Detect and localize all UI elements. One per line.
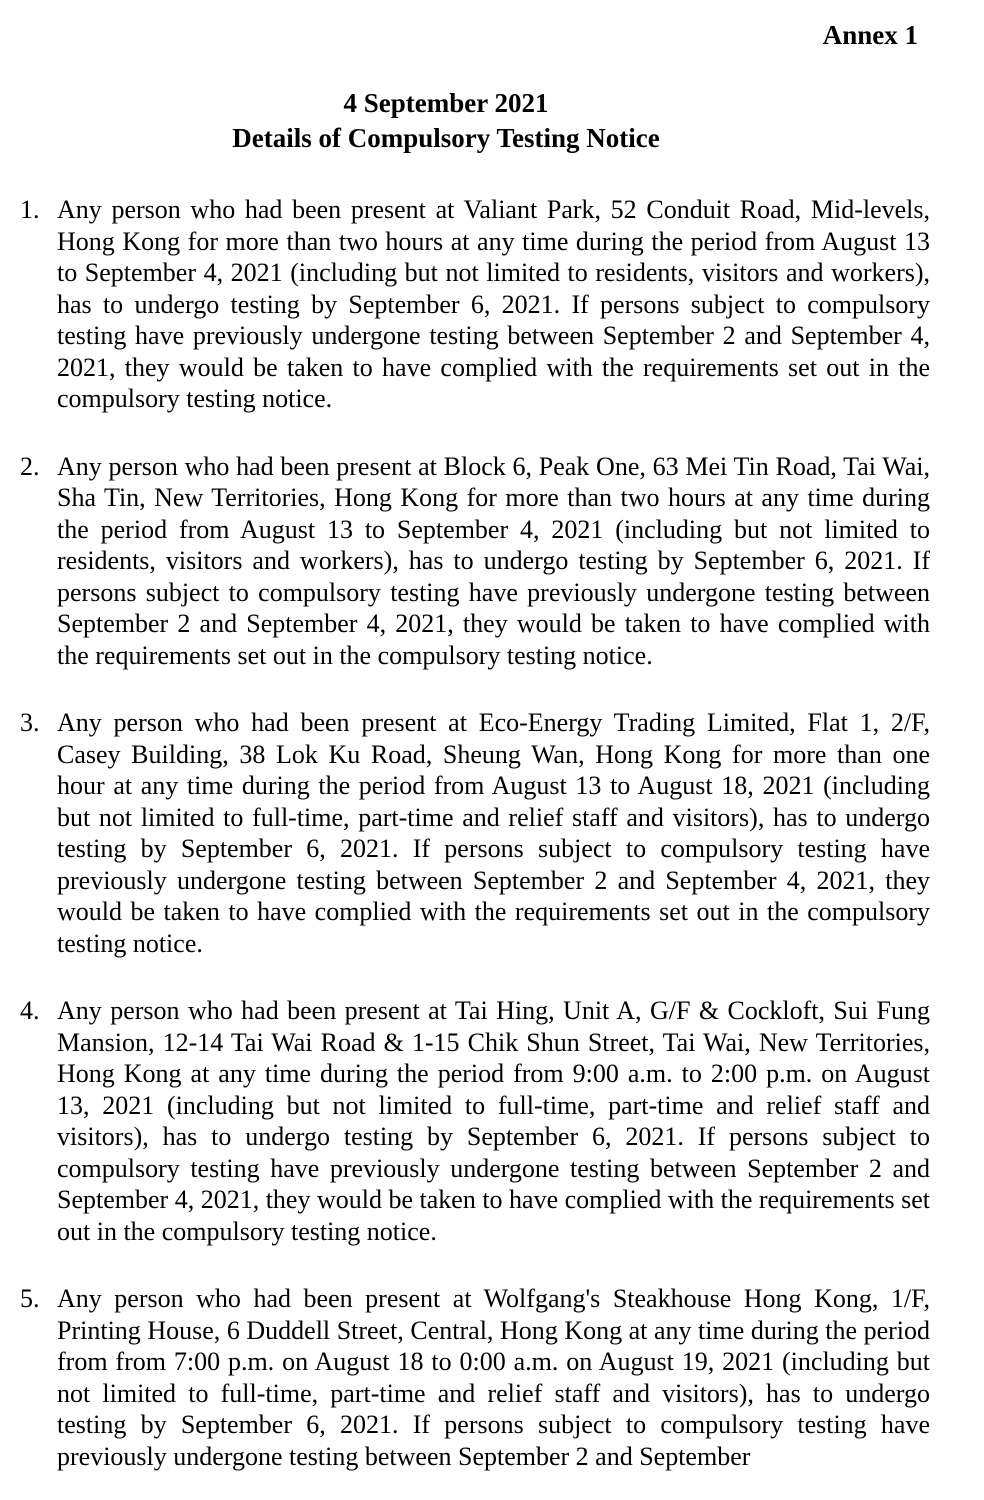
annex-label: Annex 1	[822, 20, 918, 50]
list-item-text: Any person who had been present at Valiant Park, 52 Conduit Road, Mid-levels, Hong Kong for more than two hours at any time during the period from August 13 to September 4, 2021 (including but not limited to residents, visitors and workers), has to undergo testing by September 6, 2021. If persons subject to compulsory testing have previously undergone testing between September 2 and September 4, 2021, they would be taken to have complied with the requirements set out in the compulsory testing notice.	[57, 195, 930, 413]
title-block	[0, 86, 892, 156]
list-item	[20, 194, 930, 415]
list-item-text: Any person who had been present at Eco-Energy Trading Limited, Flat 1, 2/F, Casey Building, 38 Lok Ku Road, Sheung Wan, Hong Kong for more than one hour at any time during the period from August 13 to August 18, 2021 (including but not limited to full-time, part-time and relief staff and visitors), has to undergo testing by September 6, 2021. If persons subject to compulsory testing have previously undergone testing between September 2 and September 4, 2021, they would be taken to have complied with the requirements set out in the compulsory testing notice.	[57, 708, 930, 958]
list-item-number: 4.	[20, 996, 40, 1025]
date-heading: 4 September 2021	[343, 88, 549, 118]
list-item-text: Any person who had been present at Wolfgang's Steakhouse Hong Kong, 1/F, Printing House, 6 Duddell Street, Central, Hong Kong at any time during the period from from 7:00 p.m. on August 18 to 0:00 a.m. on August 19, 2021 (including but not limited to full-time, part-time and relief staff and visitors), has to undergo testing by September 6, 2021. If persons subject to compulsory testing have previously undergone testing between September 2 and September	[57, 1284, 930, 1471]
list-item-text: Any person who had been present at Tai Hing, Unit A, G/F & Cockloft, Sui Fung Mansion, 12-14 Tai Wai Road & 1-15 Chik Shun Street, Tai Wai, New Territories, Hong Kong at any time during the period from 9:00 a.m. to 2:00 p.m. on August 13, 2021 (including but not limited to full-time, part-time and relief staff and visitors), has to undergo testing by September 6, 2021. If persons subject to compulsory testing have previously undergone testing between September 2 and September 4, 2021, they would be taken to have complied with the requirements set out in the compulsory testing notice.	[57, 996, 930, 1246]
list-item-number: 1.	[20, 195, 40, 224]
list-item	[20, 995, 930, 1247]
list-item	[20, 1283, 930, 1472]
list-item-number: 5.	[20, 1284, 40, 1313]
list-item-number: 3.	[20, 708, 40, 737]
list-item	[20, 451, 930, 672]
list-item	[20, 707, 930, 959]
list-item-number: 2.	[20, 451, 40, 481]
notice-body	[0, 194, 984, 1472]
page-title: Details of Compulsory Testing Notice	[232, 123, 660, 153]
list-item-text: Any person who had been present at Block 6, Peak One, 63 Mei Tin Road, Tai Wai, Sha Tin, New Territories, Hong Kong for more than two hours at any time during the period from August 13 to September 4, 2021 (including but not limited to residents, visitors and workers), has to undergo testing by September 6, 2021. If persons subject to compulsory testing have previously undergone testing between September 2 and September 4, 2021, they would be taken to have complied with the requirements set out in the compulsory testing notice.	[57, 451, 930, 670]
